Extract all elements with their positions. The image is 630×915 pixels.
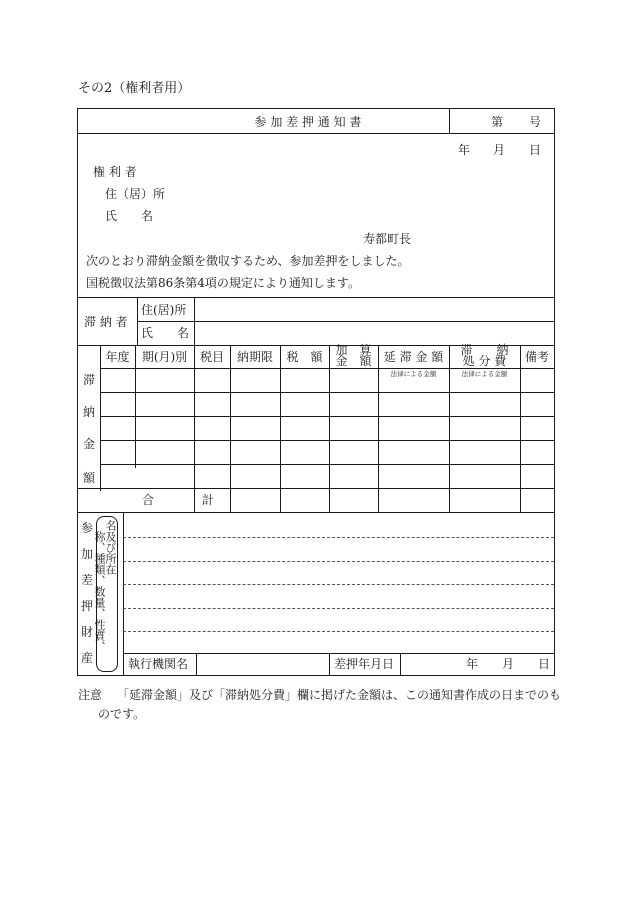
side-char: 差 [80, 573, 93, 587]
body-line-1: 次のとおり滞納金額を徴収するため、参加差押をしました。 [86, 254, 410, 268]
exec-agency-label: 執行機関名 [128, 657, 189, 671]
form-title: 参 加 差 押 通 知 書 [254, 115, 362, 129]
header-disposal-top: 滞 納 [460, 343, 509, 357]
side-column-2-top: 名及び所在 [104, 520, 117, 575]
seizure-date-label: 差押年月日 [334, 657, 395, 671]
header-remarks: 備考 [524, 350, 549, 364]
side-char: 参 [80, 521, 93, 535]
header-tax-item: 税目 [199, 350, 224, 364]
seizure-month: 月 [502, 657, 515, 671]
recipient-name-label: 氏 名 [105, 209, 154, 223]
taxpayer-name-label: 氏 名 [141, 326, 190, 340]
header-period: 期(月)別 [141, 350, 188, 364]
recipient-label: 権 利 者 [93, 165, 137, 179]
side-char: 額 [82, 471, 95, 485]
side-char: 産 [80, 651, 93, 665]
side-char: 納 [82, 405, 95, 419]
side-char: 押 [80, 599, 93, 613]
body-line-2: 国税徴収法第86条第4項の規定により通知します。 [86, 276, 360, 290]
side-column-2-rest: 称、種類、数量、性質、 [93, 531, 106, 652]
note-line-2: のです。 [98, 707, 146, 721]
side-char: 加 [80, 547, 93, 561]
number-go: 号 [529, 115, 542, 129]
side-char: 金 [82, 437, 95, 451]
note-line-1: 「延滞金額」及び「滞納処分費」欄に掲げた金額は、この通知書作成の日までのも [117, 688, 562, 702]
side-char: 財 [80, 625, 93, 639]
taxpayer-address-label: 住(居)所 [141, 303, 187, 317]
notice-form [77, 108, 555, 676]
header-tax-amount: 税 額 [286, 350, 323, 364]
side-char: 滞 [82, 373, 95, 387]
seizure-year: 年 [466, 657, 479, 671]
note-disposal: 法律による金額 [461, 370, 508, 378]
number-dai: 第 [491, 115, 504, 129]
total-label: 合 計 [142, 493, 215, 507]
header-delinquency: 延 滞 金 額 [383, 350, 444, 364]
form-caption: その2（権利者用） [78, 81, 191, 96]
header-fiscal-year: 年度 [105, 350, 130, 364]
issuer-name: 寿都町長 [363, 232, 412, 246]
header-disposal-bottom: 処 分 費 [462, 354, 507, 368]
taxpayer-label: 滞 納 者 [84, 315, 128, 329]
header-surcharge-bottom: 金 額 [335, 354, 372, 368]
note-delinquency: 法律による金額 [390, 370, 437, 378]
issue-day: 日 [529, 143, 542, 157]
note-label: 注意 [78, 688, 103, 702]
header-surcharge-top: 加 算 [335, 343, 372, 357]
header-due-date: 納期限 [236, 350, 273, 364]
recipient-address-label: 住（居）所 [105, 187, 166, 201]
seizure-day: 日 [538, 657, 551, 671]
issue-year: 年 [458, 143, 471, 157]
issue-month: 月 [493, 143, 506, 157]
